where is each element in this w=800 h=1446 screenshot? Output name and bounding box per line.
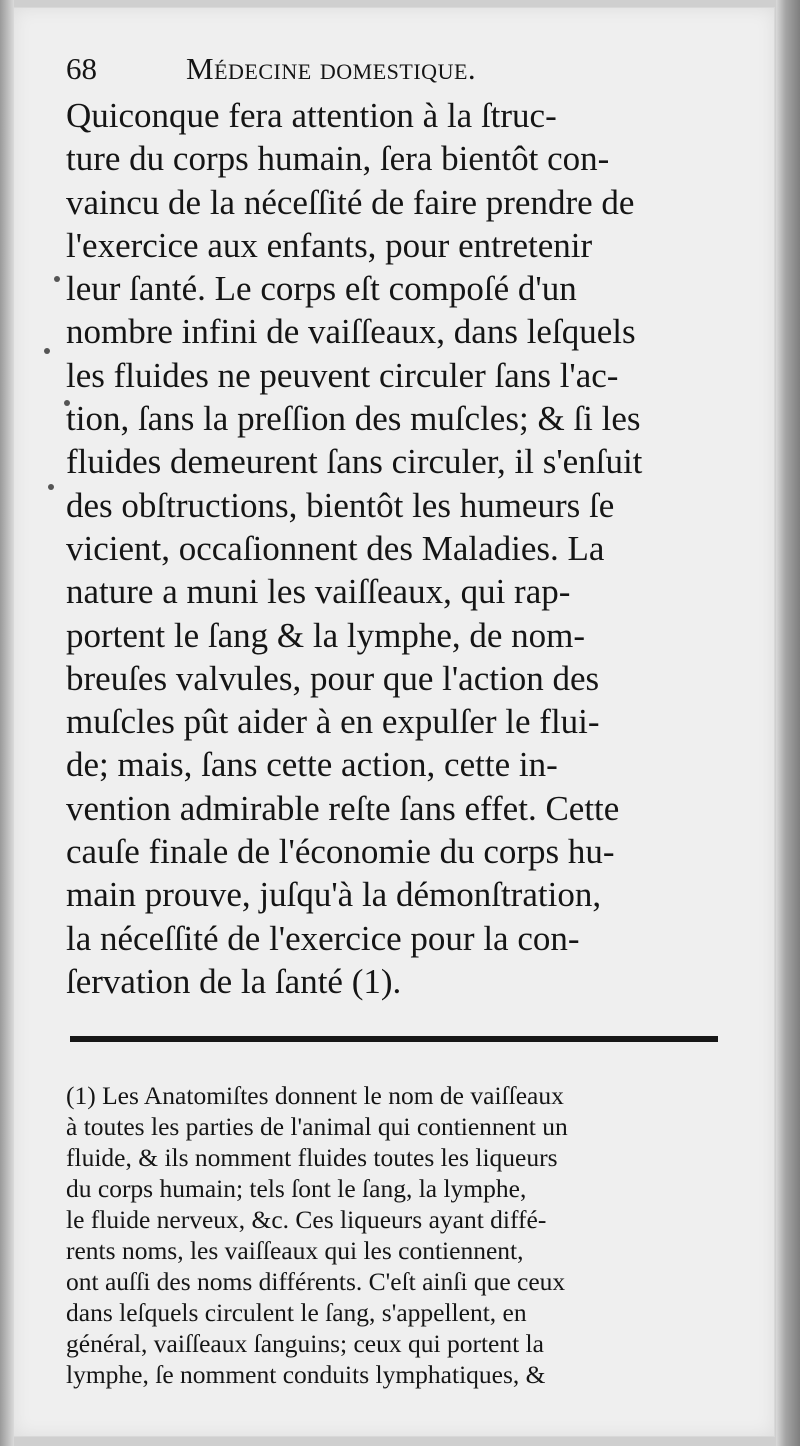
footnote-line: dans leſquels circulent le ſang, s'appellent, en: [66, 1298, 527, 1327]
footnote: [66, 1080, 726, 1390]
running-title: Médecine domestique.: [186, 51, 477, 86]
footnote-line: le fluide nerveux, &c. Ces liqueurs ayant diffé-: [66, 1205, 547, 1234]
body-line: fluides demeurent ſans circuler, il s'enſuit: [66, 442, 643, 482]
body-line: portent le ſang & la lymphe, de nom-: [66, 615, 586, 655]
body-line: vicient, occaſionnent des Maladies. La: [66, 528, 605, 568]
body-line: des obſtructions, bientôt les humeurs ſe: [66, 485, 615, 525]
body-line: les fluides ne peuvent circuler ſans l'ac-: [66, 355, 619, 395]
footnote-line: fluide, & ils nomment fluides toutes les liqueurs: [66, 1143, 558, 1172]
body-line: ſervation de la ſanté (1).: [66, 961, 402, 1001]
body-line: ture du corps humain, ſera bientôt con-: [66, 139, 610, 179]
footnote-line: ont auſſi des noms différents. C'eſt ainſi que ceux: [66, 1267, 566, 1296]
body-line: Quiconque fera attention à la ſtruc-: [66, 96, 557, 135]
body-line: nature a muni les vaiſſeaux, qui rap-: [66, 572, 571, 612]
page-number: 68: [66, 51, 97, 86]
body-line: de; mais, ſans cette action, cette in-: [66, 745, 558, 785]
main-paragraph: [66, 94, 724, 1003]
body-line: cauſe finale de l'économie du corps hu-: [66, 832, 615, 872]
body-line: main prouve, juſqu'à la démonſtration,: [66, 875, 602, 915]
body-line: leur ſanté. Le corps eſt compoſé d'un: [66, 269, 577, 309]
body-line: nombre infini de vaiſſeaux, dans leſquels: [66, 312, 636, 352]
footnote-line: rents noms, les vaiſſeaux qui les contiennent,: [66, 1236, 524, 1265]
ink-speck: [48, 484, 54, 490]
right-page-edge: [776, 0, 800, 1446]
left-page-edge: [0, 0, 14, 1446]
running-header: [66, 45, 706, 93]
footnote-divider: [70, 1036, 718, 1042]
body-line: breuſes valvules, pour que l'action des: [66, 658, 600, 698]
body-line: tion, ſans la preſſion des muſcles; & ſi les: [66, 399, 641, 439]
footnote-line: à toutes les parties de l'animal qui contiennent un: [66, 1112, 568, 1141]
body-line: vaincu de la néceſſité de faire prendre de: [66, 182, 635, 222]
ink-speck: [44, 348, 50, 354]
footnote-line: (1) Les Anatomiſtes donnent le nom de vaiſſeaux: [66, 1081, 564, 1110]
body-line: la néceſſité de l'exercice pour la con-: [66, 918, 580, 958]
ink-speck: [54, 276, 60, 282]
body-line: vention admirable reſte ſans effet. Cette: [66, 788, 620, 828]
body-line: l'exercice aux enfants, pour entretenir: [66, 225, 593, 265]
footnote-line: lymphe, ſe nomment conduits lymphatiques, &: [66, 1360, 546, 1389]
footnote-line: général, vaiſſeaux ſanguins; ceux qui portent la: [66, 1329, 544, 1358]
body-line: muſcles pût aider à en expulſer le flui-: [66, 702, 600, 742]
footnote-line: du corps humain; tels ſont le ſang, la lymphe,: [66, 1174, 527, 1203]
